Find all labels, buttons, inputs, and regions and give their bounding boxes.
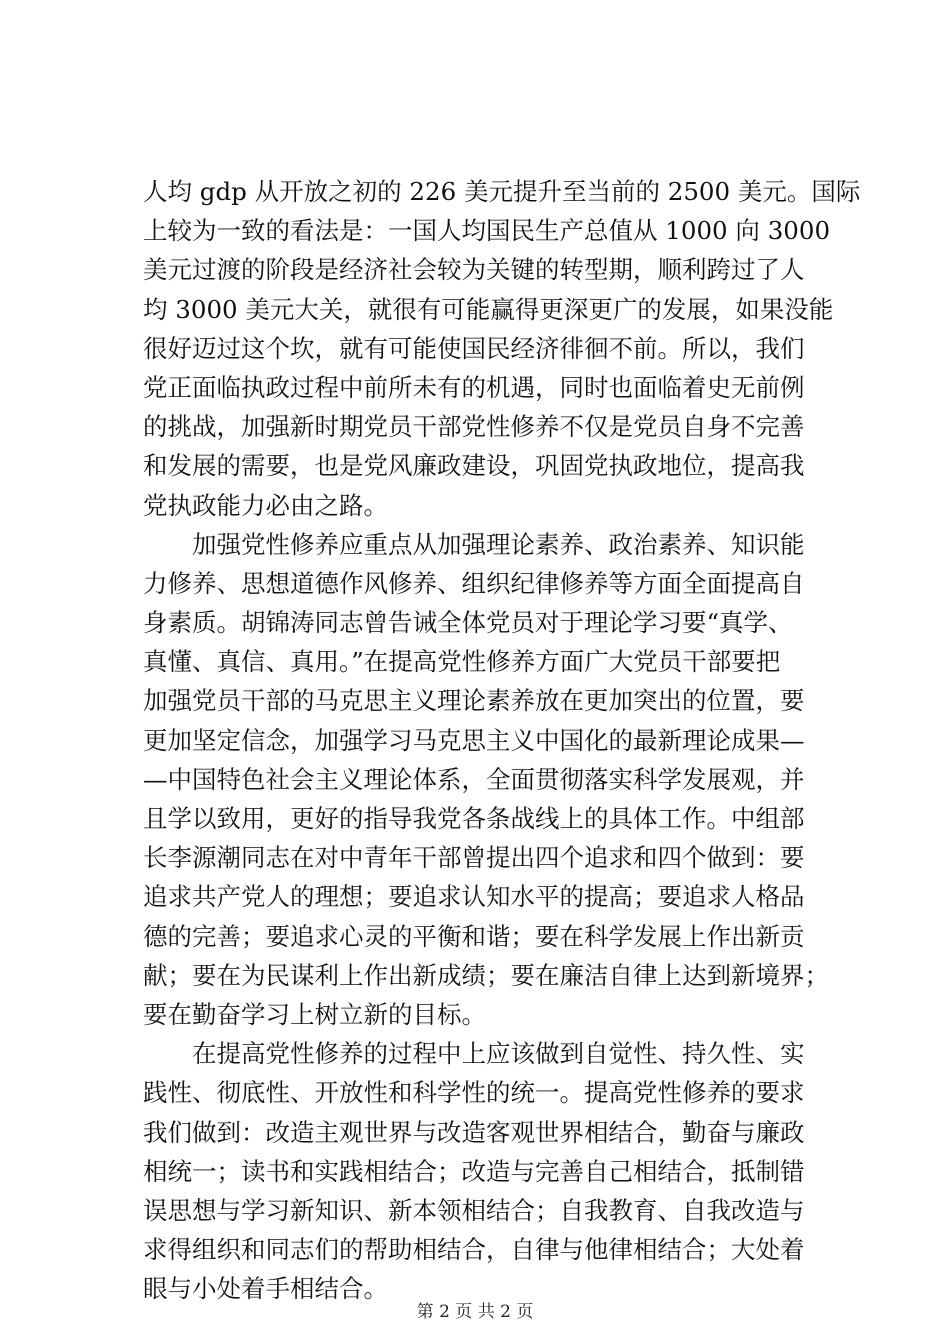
text-line: 践性、彻底性、开放性和科学性的统一。提高党性修养的要求 xyxy=(143,1078,805,1108)
text-line: 的挑战，加强新时期党员干部党性修养不仅是党员自身不完善 xyxy=(143,412,805,442)
text-line: 人均 gdp 从开放之初的 226 美元提升至当前的 2500 美元。国际 xyxy=(143,177,861,206)
text-line: 相统一；读书和实践相结合；改造与完善自己相结合，抵制错 xyxy=(143,1156,805,1186)
text-line: 加强党性修养应重点从加强理论素养、政治素养、知识能 xyxy=(143,529,805,559)
text-line: 要在勤奋学习上树立新的目标。 xyxy=(143,999,486,1029)
text-line: 力修养、思想道德作风修养、组织纪律修养等方面全面提高自 xyxy=(143,568,805,598)
text-line: 上较为一致的看法是：一国人均国民生产总值从 1000 向 3000 xyxy=(143,216,831,246)
text-line: 长李源潮同志在对中青年干部曾提出四个追求和四个做到：要 xyxy=(143,843,805,873)
page-number-label: 第 2 页 共 2 页 xyxy=(416,1302,534,1322)
text-line: 误思想与学习新知识、新本领相结合；自我教育、自我改造与 xyxy=(143,1195,805,1225)
text-line: 求得组织和同志们的帮助相结合，自律与他律相结合；大处着 xyxy=(143,1235,805,1265)
text-line: 党执政能力必由之路。 xyxy=(143,490,388,520)
text-line: 我们做到：改造主观世界与改造客观世界相结合，勤奋与廉政 xyxy=(143,1117,805,1147)
text-line: 献；要在为民谋利上作出新成绩；要在廉洁自律上达到新境界； xyxy=(143,960,829,990)
text-line: 追求共产党人的理想；要追求认知水平的提高；要追求人格品 xyxy=(143,882,805,912)
text-line: 真懂、真信、真用。”在提高党性修养方面广大党员干部要把 xyxy=(143,647,781,677)
document-body xyxy=(143,172,861,1308)
text-line: —中国特色社会主义理论体系，全面贯彻落实科学发展观，并 xyxy=(143,764,805,794)
text-line: 德的完善；要追求心灵的平衡和谐；要在科学发展上作出新贡 xyxy=(143,921,805,951)
text-line: 党正面临执政过程中前所未有的机遇，同时也面临着史无前例 xyxy=(143,372,805,402)
text-line: 更加坚定信念，加强学习马克思主义中国化的最新理论成果— xyxy=(143,725,805,755)
text-line: 均 3000 美元大关，就很有可能赢得更深更广的发展，如果没能 xyxy=(143,294,834,324)
text-line: 加强党员干部的马克思主义理论素养放在更加突出的位置，要 xyxy=(143,686,805,716)
text-line: 且学以致用，更好的指导我党各条战线上的具体工作。中组部 xyxy=(143,804,805,833)
page-footer xyxy=(0,1300,950,1324)
text-line: 和发展的需要，也是党风廉政建设，巩固党执政地位，提高我 xyxy=(143,451,805,481)
text-line: 很好迈过这个坎，就有可能使国民经济徘徊不前。所以，我们 xyxy=(143,333,805,363)
text-line: 眼与小处着手相结合。 xyxy=(143,1274,388,1304)
text-line: 身素质。胡锦涛同志曾告诫全体党员对于理论学习要“真学、 xyxy=(143,608,793,638)
text-line: 美元过渡的阶段是经济社会较为关键的转型期，顺利跨过了人 xyxy=(143,255,805,285)
text-line: 在提高党性修养的过程中上应该做到自觉性、持久性、实 xyxy=(143,1039,805,1069)
